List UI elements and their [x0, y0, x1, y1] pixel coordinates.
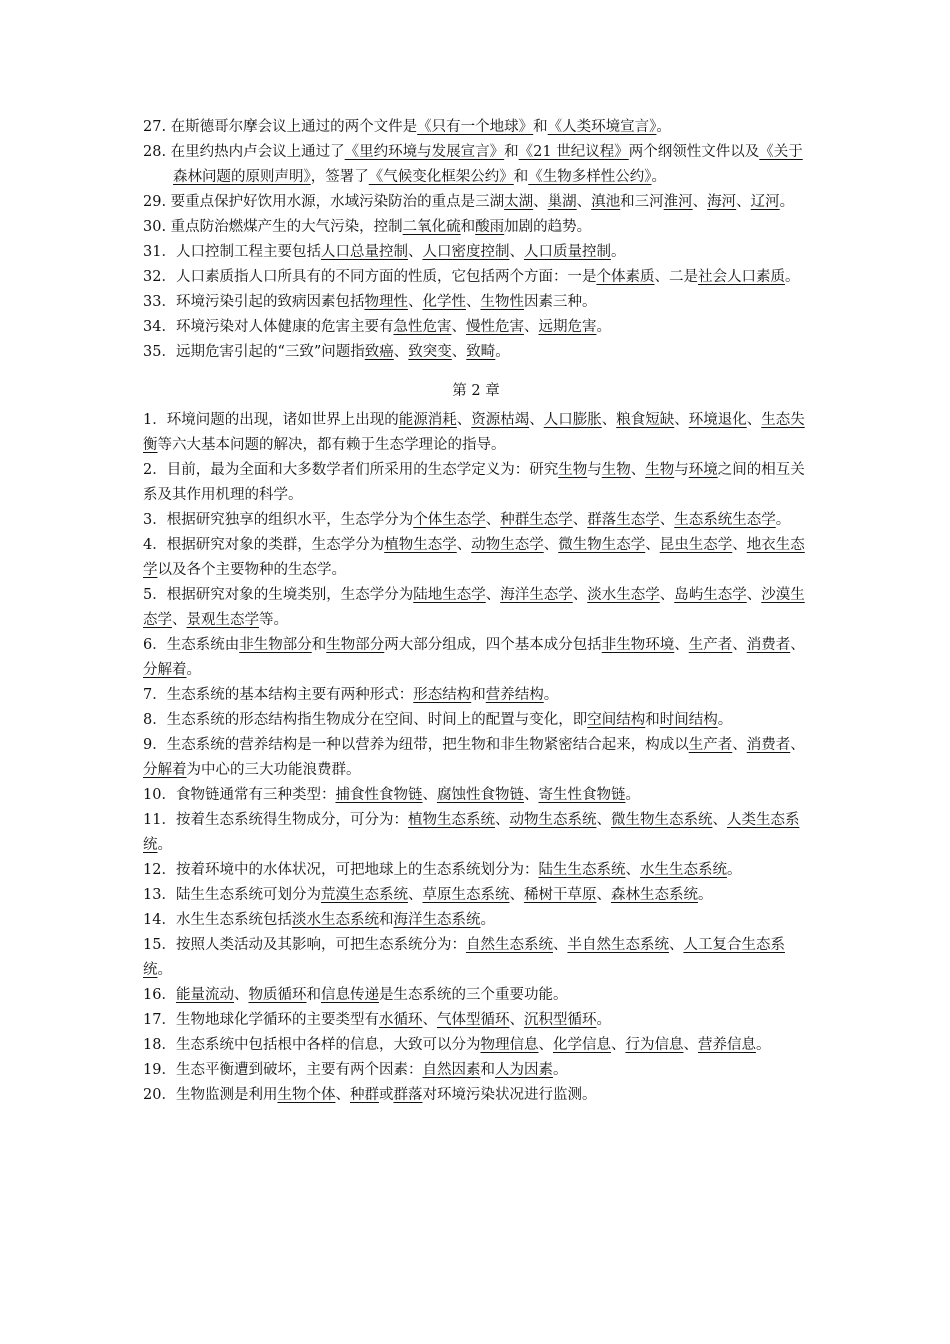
- question-text: 、: [529, 412, 544, 428]
- question-text: 重点防治燃煤产生的大气污染，控制: [166, 219, 403, 235]
- question-text: 、: [233, 987, 249, 1003]
- answer-blank: 植物生态系统: [407, 812, 495, 828]
- item-number: 30.: [143, 219, 167, 235]
- question-text: 。: [656, 119, 671, 135]
- item-number: 20．: [143, 1087, 176, 1103]
- question-text: 目前，最为全面和大多数学者们所采用的生态学定义为：研究: [166, 462, 559, 478]
- item-number: 33．: [143, 294, 176, 310]
- answer-blank: 生态失衡: [143, 412, 805, 453]
- answer-blank: 人口总量控制: [320, 244, 408, 260]
- question-item: [143, 933, 809, 983]
- question-item: [143, 265, 809, 290]
- question-text: 食物链通常有三种类型：: [175, 787, 336, 803]
- question-text: 。: [157, 962, 172, 978]
- question-text: 生态系统中包括根中各样的信息，大致可以分为: [175, 1037, 481, 1053]
- question-text: 水生生态系统包括: [175, 912, 292, 928]
- answer-blank: 行为信息: [625, 1037, 684, 1053]
- question-text: 、: [596, 887, 611, 903]
- item-number: 7．: [143, 687, 167, 703]
- answer-blank: 人为因素: [494, 1062, 553, 1078]
- item-number: 17．: [143, 1012, 176, 1028]
- answer-blank: 生物: [601, 462, 631, 478]
- question-text: 、: [668, 937, 684, 953]
- answer-blank: 急性危害: [393, 319, 452, 335]
- item-number: 27.: [143, 119, 167, 135]
- question-text: 、: [746, 412, 762, 428]
- chapter-heading: 第 2 章: [452, 383, 500, 399]
- question-text: 和: [513, 169, 529, 185]
- question-text: 、: [407, 244, 423, 260]
- answer-blank: 《气候变化框架公约》: [368, 169, 514, 185]
- question-text: 、: [790, 637, 805, 653]
- question-text: 按着环境中的水体状况，可把地球上的生态系统划分为：: [175, 862, 539, 878]
- answer-blank: 昆虫生态学: [659, 537, 733, 553]
- answer-blank: 致癌: [364, 344, 394, 360]
- answer-blank: 消费者: [746, 637, 791, 653]
- item-number: 1．: [143, 412, 167, 428]
- answer-blank: 物质循环: [248, 987, 307, 1003]
- answer-blank: 个体素质: [596, 269, 655, 285]
- question-item: [143, 708, 809, 733]
- question-text: 、: [572, 587, 588, 603]
- answer-blank: 生物部分: [326, 637, 385, 653]
- answer-blank: 能量流动: [175, 987, 234, 1003]
- question-text: 和: [480, 1062, 495, 1078]
- question-text: 、: [393, 344, 409, 360]
- answer-blank: 生态系统生态学: [674, 512, 776, 528]
- question-text: 或: [378, 1087, 394, 1103]
- question-text: 、: [509, 887, 524, 903]
- answer-blank: 人口质量控制: [523, 244, 611, 260]
- question-item: [143, 533, 809, 583]
- question-text: 根据研究对象的类群，生态学分为: [166, 537, 385, 553]
- question-text: 。: [779, 194, 795, 210]
- answer-blank: 自然因素: [422, 1062, 481, 1078]
- answer-blank: 消费者: [746, 737, 791, 753]
- question-text: 。: [784, 269, 800, 285]
- question-text: 是生态系统的三个重要功能。: [378, 987, 568, 1003]
- question-text: 和: [460, 219, 476, 235]
- answer-blank: 远期危害: [538, 319, 597, 335]
- item-number: 4．: [143, 537, 167, 553]
- question-text: 生态系统的营养结构是一种以营养为纽带，把生物和非生物紧密结合起来，构成以: [166, 737, 689, 753]
- answer-blank: 分解着: [143, 662, 187, 678]
- answer-blank: 《人类环境宣言》: [547, 119, 657, 135]
- question-text: 、: [543, 537, 559, 553]
- question-item: [143, 583, 809, 633]
- question-text: 、: [645, 537, 660, 553]
- question-text: 。: [186, 662, 201, 678]
- answer-blank: 太湖: [504, 194, 534, 210]
- answer-blank: 地衣生态学: [143, 537, 805, 578]
- question-text: 、: [610, 1037, 626, 1053]
- question-text: 、: [456, 412, 472, 428]
- question-text: 。: [543, 687, 559, 703]
- answer-blank: 淡水生态学: [587, 587, 660, 603]
- question-text: 、: [732, 737, 747, 753]
- answer-blank: 《生物多样性公约》: [528, 169, 652, 185]
- item-number: 10．: [143, 787, 176, 803]
- question-item: [143, 733, 809, 783]
- item-number: 12．: [143, 862, 176, 878]
- answer-blank: 海洋生态学: [500, 587, 573, 603]
- question-text: 生物监测是利用: [175, 1087, 278, 1103]
- answer-blank: 荒漠生态系统: [320, 887, 408, 903]
- question-text: 根据研究对象的生境类别，生态学分为: [166, 587, 414, 603]
- item-number: 29.: [143, 194, 167, 210]
- answer-blank: 动物生态学: [471, 537, 544, 553]
- answer-blank: 物理性: [364, 294, 408, 310]
- item-number: 8．: [143, 712, 167, 728]
- question-text: 远期危害引起的“三致”问题指: [175, 344, 365, 360]
- answer-blank: 微生物生态系统: [610, 812, 713, 828]
- item-number: 16．: [143, 987, 176, 1003]
- question-item: [143, 1033, 809, 1058]
- answer-blank: 巢湖: [547, 194, 577, 210]
- question-text: 生态平衡遭到破坏，主要有两个因素：: [175, 1062, 423, 1078]
- answer-blank: 能源消耗: [398, 412, 457, 428]
- answer-blank: 信息传递: [320, 987, 379, 1003]
- answer-blank: 二氧化硫: [402, 219, 461, 235]
- question-text: 等六大基本问题的解决，都有赖于生态学理论的指导。: [157, 437, 506, 453]
- answer-blank: 半自然生态系统: [567, 937, 669, 953]
- answer-blank: 陆地生态学: [413, 587, 486, 603]
- item-number: 15．: [143, 937, 176, 953]
- answer-blank: 植物生态学: [384, 537, 457, 553]
- answer-blank: 岛屿生态学: [674, 587, 747, 603]
- question-text: 为中心的三大功能浪费群。: [186, 762, 361, 778]
- question-text: 和三河: [620, 194, 664, 210]
- question-text: 和: [471, 687, 486, 703]
- item-number: 13．: [143, 887, 176, 903]
- question-text: 、: [736, 194, 751, 210]
- question-text: 、: [746, 587, 762, 603]
- question-text: 因素三种。: [523, 294, 597, 310]
- answer-blank: 形态结构: [413, 687, 472, 703]
- question-text: 、: [674, 637, 689, 653]
- answer-blank: 营养信息: [697, 1037, 756, 1053]
- question-text: 。: [552, 1062, 568, 1078]
- question-text: 、: [572, 512, 588, 528]
- question-text: 。: [755, 1037, 771, 1053]
- question-text: 和: [504, 144, 519, 160]
- answer-blank: 沙漠生态学: [143, 587, 805, 628]
- answer-blank: 景观生态学: [186, 612, 259, 628]
- answer-blank: 酸雨: [475, 219, 505, 235]
- question-text: 按着生态系统得生物成分，可分为：: [175, 812, 408, 828]
- question-item: [143, 858, 809, 883]
- question-text: 。: [610, 244, 626, 260]
- answer-blank: 生产者: [688, 737, 733, 753]
- answer-blank: 群落: [393, 1087, 423, 1103]
- question-text: 。: [596, 319, 611, 335]
- answer-blank: 社会人口素质: [697, 269, 785, 285]
- question-text: 。: [625, 787, 640, 803]
- question-item: [143, 1058, 809, 1083]
- question-text: 、: [576, 194, 592, 210]
- item-number: 32．: [143, 269, 176, 285]
- question-item: [143, 808, 809, 858]
- item-number: 34．: [143, 319, 176, 335]
- item-number: 28.: [143, 144, 167, 160]
- question-text: 和: [378, 912, 394, 928]
- question-text: 与: [674, 462, 689, 478]
- answer-blank: 海洋生态系统: [393, 912, 481, 928]
- answer-blank: 时间结构: [659, 712, 718, 728]
- item-number: 6．: [143, 637, 167, 653]
- question-text: 两个纲领性文件以及: [628, 144, 760, 160]
- question-text: 、二是: [654, 269, 698, 285]
- item-number: 18．: [143, 1037, 176, 1053]
- question-item: [143, 340, 809, 365]
- answer-blank: 致畸: [466, 344, 496, 360]
- answer-blank: 人口密度控制: [422, 244, 510, 260]
- answer-blank: 生物个体: [277, 1087, 336, 1103]
- question-text: 环境污染对人体健康的危害主要有: [175, 319, 394, 335]
- answer-blank: 环境退化: [688, 412, 747, 428]
- answer-blank: 《只有一个地球》: [417, 119, 534, 135]
- question-text: 、: [335, 1087, 350, 1103]
- answer-blank: 慢性危害: [465, 319, 524, 335]
- question-text: 、: [683, 1037, 698, 1053]
- question-text: 。: [495, 344, 510, 360]
- question-text: 对环境污染状况进行监测。: [422, 1087, 597, 1103]
- answer-blank: 陆生生态系统: [538, 862, 626, 878]
- question-text: 生态系统由: [166, 637, 240, 653]
- question-text: 。: [157, 837, 172, 853]
- question-text: 和: [645, 712, 660, 728]
- answer-blank: 淡水生态系统: [291, 912, 379, 928]
- question-text: 生态系统的形态结构指生物成分在空间、时间上的配置与变化，即: [166, 712, 588, 728]
- answer-blank: 人类生态系统: [143, 812, 800, 853]
- question-text: 人口控制工程主要包括: [175, 244, 321, 260]
- item-number: 19．: [143, 1062, 176, 1078]
- question-text: 、: [509, 244, 524, 260]
- question-text: 在里约热内卢会议上通过了: [166, 144, 345, 160]
- question-text: 陆生生态系统可划分为: [175, 887, 321, 903]
- question-text: 以及各个主要物种的生态学。: [157, 562, 346, 578]
- answer-blank: 《21 世纪议程》: [518, 144, 629, 160]
- answer-blank: 微生物生态学: [558, 537, 646, 553]
- answer-blank: 群落生态学: [587, 512, 660, 528]
- answer-blank: 生产者: [688, 637, 733, 653]
- item-number: 11．: [143, 812, 176, 828]
- answer-blank: 非生物部分: [239, 637, 312, 653]
- question-text: 、: [692, 194, 708, 210]
- item-number: 5．: [143, 587, 167, 603]
- answer-blank: 寄生性食物链: [538, 787, 626, 803]
- answer-blank: 分解着: [143, 762, 187, 778]
- question-text: 、: [465, 294, 481, 310]
- question-item: [143, 240, 809, 265]
- answer-blank: 种群生态学: [500, 512, 573, 528]
- answer-blank: 水循环: [378, 1012, 423, 1028]
- item-number: 3．: [143, 512, 167, 528]
- answer-blank: 自然生态系统: [465, 937, 553, 953]
- question-text: 、: [533, 194, 548, 210]
- item-number: 35．: [143, 344, 176, 360]
- question-text: 、: [712, 812, 727, 828]
- question-text: 两大部分组成，四个基本成分包括: [384, 637, 602, 653]
- question-text: 、: [674, 412, 689, 428]
- question-item: [143, 908, 809, 933]
- question-text: 、: [407, 294, 423, 310]
- question-text: 、: [552, 937, 568, 953]
- question-text: 之间的相互关系及其作用机理的科学。: [143, 462, 805, 503]
- question-text: 、: [485, 587, 501, 603]
- answer-blank: 生物: [645, 462, 675, 478]
- question-item: [143, 458, 809, 508]
- question-text: 、: [451, 344, 467, 360]
- question-text: 。: [480, 912, 495, 928]
- answer-blank: 非生物环境: [601, 637, 675, 653]
- question-text: 、: [523, 319, 539, 335]
- item-number: 9．: [143, 737, 167, 753]
- answer-blank: 生物: [558, 462, 588, 478]
- question-item: [143, 983, 809, 1008]
- question-text: 、: [659, 512, 675, 528]
- question-item: [143, 115, 809, 140]
- section-gap: [143, 365, 809, 379]
- question-text: 、: [456, 537, 472, 553]
- question-text: 、: [422, 787, 437, 803]
- answer-blank: 森林生态系统: [610, 887, 698, 903]
- answer-blank: 种群: [349, 1087, 379, 1103]
- answer-blank: 资源枯竭: [471, 412, 530, 428]
- question-text: 。: [775, 512, 791, 528]
- question-text: 、: [451, 319, 466, 335]
- answer-blank: 淮河: [663, 194, 693, 210]
- question-item: [143, 408, 809, 458]
- question-text: 按照人类活动及其影响，可把生态系统分为：: [175, 937, 466, 953]
- question-text: 、: [485, 512, 501, 528]
- question-text: 、: [732, 537, 747, 553]
- question-text: 和: [311, 637, 327, 653]
- answer-blank: 粮食短缺: [616, 412, 675, 428]
- question-item: [143, 783, 809, 808]
- answer-blank: 气体型循环: [436, 1012, 510, 1028]
- answer-blank: 化学性: [422, 294, 466, 310]
- item-number: 2．: [143, 462, 167, 478]
- question-text: 环境污染引起的致病因素包括: [175, 294, 365, 310]
- answer-blank: 稀树干草原: [523, 887, 597, 903]
- answer-blank: 《里约环境与发展宣言》: [344, 144, 505, 160]
- chapter-1-items: [143, 115, 809, 365]
- question-text: 等。: [259, 612, 288, 628]
- answer-blank: 生物性: [480, 294, 524, 310]
- answer-blank: 腐蚀性食物链: [436, 787, 524, 803]
- question-item: [143, 683, 809, 708]
- question-text: 和: [533, 119, 548, 135]
- question-text: 、: [625, 862, 640, 878]
- answer-blank: 辽河: [750, 194, 780, 210]
- question-item: [143, 215, 809, 240]
- question-text: 在斯德哥尔摩会议上通过的两个文件是: [166, 119, 418, 135]
- question-text: 、: [596, 812, 611, 828]
- answer-blank: 化学信息: [552, 1037, 611, 1053]
- question-item: [143, 508, 809, 533]
- answer-blank: 个体生态学: [413, 512, 486, 528]
- answer-blank: 滇池: [591, 194, 621, 210]
- question-text: 。: [717, 712, 733, 728]
- question-text: 、: [538, 1037, 553, 1053]
- question-text: 、: [172, 612, 187, 628]
- question-text: 、: [494, 812, 510, 828]
- document-page: [143, 115, 809, 1108]
- answer-blank: 沉积型循环: [523, 1012, 597, 1028]
- question-item: [143, 190, 809, 215]
- question-item: [143, 1008, 809, 1033]
- question-text: 。: [651, 169, 666, 185]
- answer-blank: 环境: [688, 462, 718, 478]
- question-text: 、: [422, 1012, 437, 1028]
- question-text: 和: [306, 987, 321, 1003]
- answer-blank: 捕食性食物链: [335, 787, 423, 803]
- question-text: 、: [601, 412, 617, 428]
- question-text: 。: [697, 887, 713, 903]
- question-text: 、: [790, 737, 805, 753]
- question-text: 、: [732, 637, 747, 653]
- answer-blank: 空间结构: [587, 712, 646, 728]
- chapter-2-items: [143, 408, 809, 1108]
- question-text: 、: [509, 1012, 524, 1028]
- question-item: [143, 883, 809, 908]
- question-item: [143, 1083, 809, 1108]
- item-number: 14．: [143, 912, 176, 928]
- question-text: 与: [587, 462, 602, 478]
- question-text: 。: [726, 862, 742, 878]
- question-item: [143, 315, 809, 340]
- answer-blank: 营养结构: [485, 687, 544, 703]
- question-text: 、: [630, 462, 646, 478]
- question-text: 根据研究独享的组织水平，生态学分为: [166, 512, 414, 528]
- answer-blank: 人口膨胀: [543, 412, 602, 428]
- question-text: 。: [596, 1012, 611, 1028]
- question-text: 生态系统的基本结构主要有两种形式：: [166, 687, 414, 703]
- question-text: 、: [407, 887, 423, 903]
- question-text: 、: [659, 587, 675, 603]
- question-item: [143, 290, 809, 315]
- answer-blank: 人工复合生态系统: [143, 937, 785, 978]
- question-text: ，签署了: [310, 169, 369, 185]
- question-item: [143, 140, 809, 190]
- answer-blank: 《关于森林问题的原则声明》: [173, 144, 803, 185]
- question-text: 生物地球化学循环的主要类型有: [175, 1012, 379, 1028]
- item-number: 31．: [143, 244, 176, 260]
- answer-blank: 水生生态系统: [639, 862, 727, 878]
- answer-blank: 海河: [707, 194, 737, 210]
- answer-blank: 草原生态系统: [422, 887, 510, 903]
- question-text: 人口素质指人口所具有的不同方面的性质，它包括两个方面：一是: [175, 269, 597, 285]
- question-text: 环境问题的出现，诸如世界上出现的: [166, 412, 399, 428]
- question-item: [143, 633, 809, 683]
- question-text: 加剧的趋势。: [504, 219, 592, 235]
- answer-blank: 动物生态系统: [509, 812, 597, 828]
- answer-blank: 致突变: [408, 344, 452, 360]
- answer-blank: 物理信息: [480, 1037, 539, 1053]
- question-text: 要重点保护好饮用水源，水域污染防治的重点是三湖: [166, 194, 505, 210]
- question-text: 、: [523, 787, 539, 803]
